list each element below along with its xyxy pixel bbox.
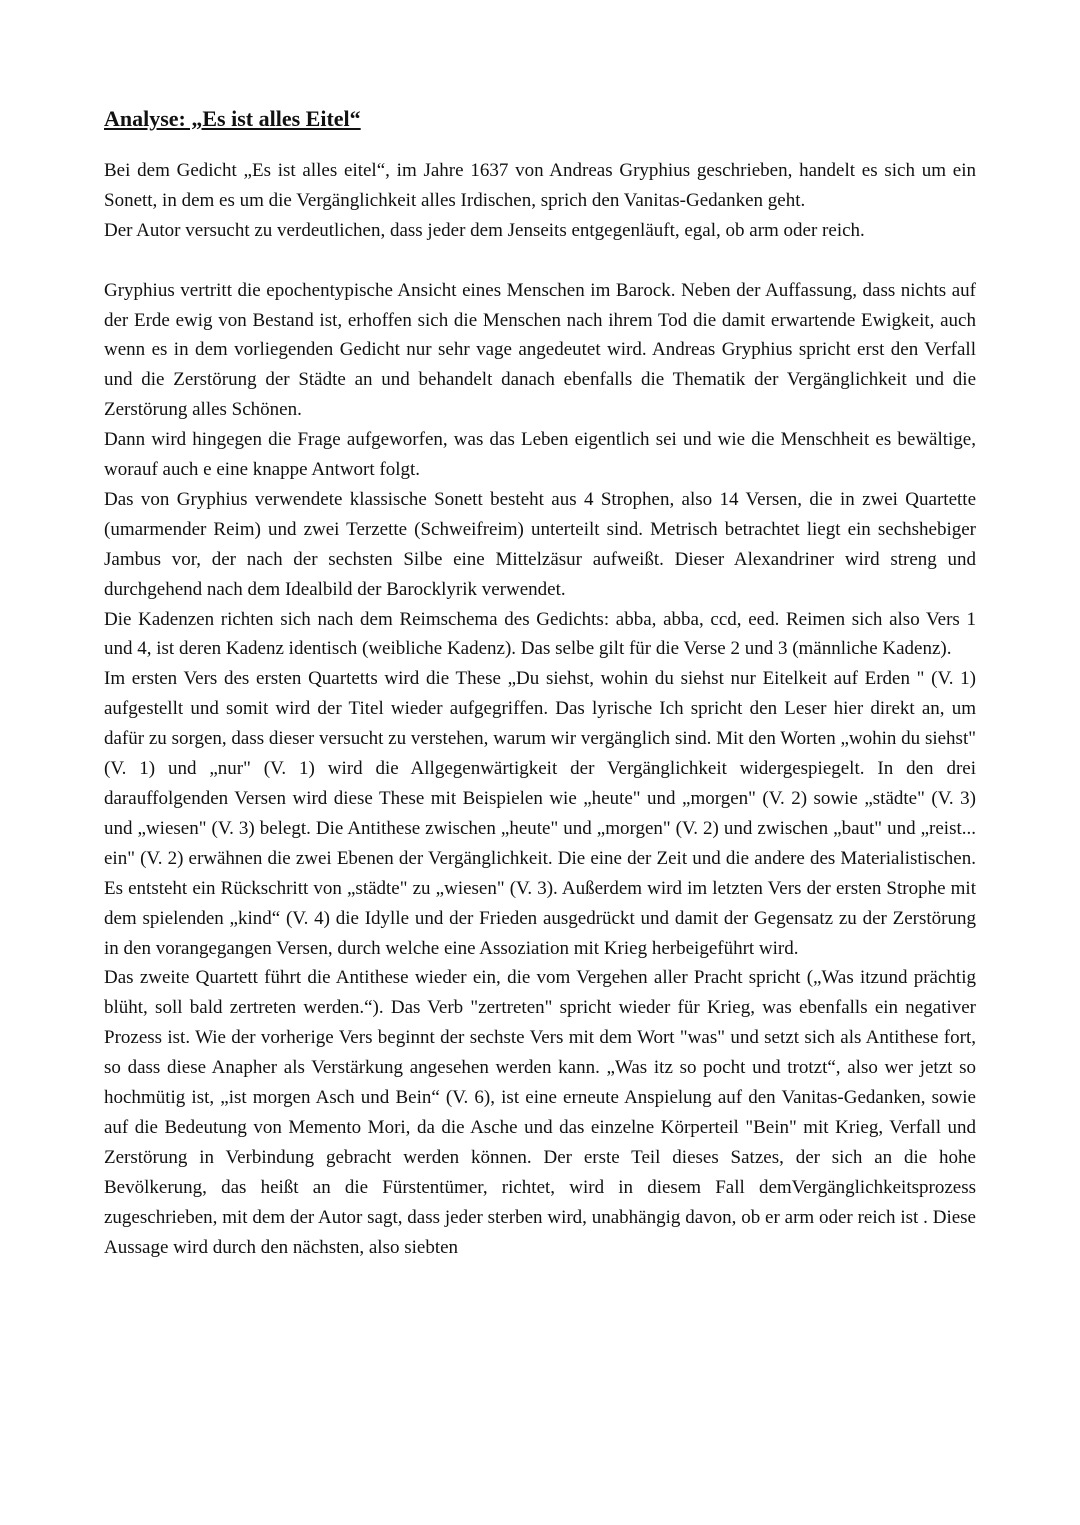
paragraph-epoch: Gryphius vertritt die epochentypische Ansicht eines Menschen im Barock. Neben der Auffassung, dass nichts auf der Erde ewig von Bestand ist, erhoffen sich die Menschen nach ihrem Tod die damit erwartende Ewigkeit, auch wenn es in dem vorliegenden Gedicht nur sehr vage angedeutet wird. Andreas Gryphius spricht erst den Verfall und die Zerstörung der Städte an und behandelt danach ebenfalls die Thematik der Vergänglichkeit und die Zerstörung alles Schönen.	[104, 279, 976, 421]
paragraph-first-quartet: Im ersten Vers des ersten Quartetts wird die These „Du siehst, wohin du siehst nur Eitelkeit auf Erden " (V. 1) aufgestellt und somit wird der Titel wieder aufgegriffen. Das lyrische Ich spricht den Leser hier direkt an, um dafür zu sorgen, dass dieser versucht zu verstehen, warum wir vergänglich sind. Mit den Worten „wohin du siehst" (V. 1) und „nur" (V. 1) wird die Allgegenwärtigkeit der Vergänglichkeit widergespiegelt. In den drei darauffolgenden Versen wird diese These mit Beispielen wie „heute" und „morgen" (V. 2) sowie „städte" (V. 3) und „wiesen" (V. 3) belegt. Die Antithese zwischen „heute" und „morgen" (V. 2) und zwischen „baut" und „reist... ein" (V. 2) erwähnen die zwei Ebenen der Vergänglichkeit. Die eine der Zeit und die andere des Materialistischen. Es entsteht ein Rückschritt von „städte" zu „wiesen" (V. 3). Außerdem wird im letzten Vers der ersten Strophe mit dem spielenden „kind“ (V. 4) die Idylle und der Frieden ausgedrückt und damit der Gegensatz zu der Zerstörung in den vorangegangen Versen, durch welche eine Assoziation mit Krieg herbeigeführt wird.	[104, 668, 976, 959]
paragraph-question: Dann wird hingegen die Frage aufgeworfen, was das Leben eigentlich sei und wie die Menschheit es bewältige, worauf auch e eine knappe Antwort folgt.	[104, 429, 976, 481]
document-page	[104, 104, 976, 1263]
paragraph-intro: Bei dem Gedicht „Es ist alles eitel“, im Jahre 1637 von Andreas Gryphius geschrieben, handelt es sich um ein Sonett, in dem es um die Vergänglichkeit alles Irdischen, sprich den Vanitas-Gedanken geht.	[104, 160, 976, 211]
document-title: Analyse: „Es ist alles Eitel“	[104, 106, 361, 131]
paragraph-author-intent: Der Autor versucht zu verdeutlichen, dass jeder dem Jenseits entgegenläuft, egal, ob arm oder reich.	[104, 219, 865, 241]
document-body	[104, 156, 976, 1263]
paragraph-cadences: Die Kadenzen richten sich nach dem Reimschema des Gedichts: abba, abba, ccd, eed. Reimen sich also Vers 1 und 4, ist deren Kadenz identisch (weibliche Kadenz). Das selbe gilt für die Verse 2 und 3 (männliche Kadenz).	[104, 608, 976, 660]
paragraph-second-quartet: Das zweite Quartett führt die Antithese wieder ein, die vom Vergehen aller Pracht spricht („Was itzund prächtig blüht, soll bald zertreten werden.“). Das Verb "zertreten" spricht wieder für Krieg, was ebenfalls ein negativer Prozess ist. Wie der vorherige Vers beginnt der sechste Vers mit dem Wort "was" und setzt sich als Antithese fort, so dass diese Anapher als Verstärkung angesehen werden kann. „Was itz so pocht und trotzt“, also wer jetzt so hochmütig ist, „ist morgen Asch und Bein“ (V. 6), ist eine erneute Anspielung auf den Vanitas-Gedanken, sowie auf die Bedeutung von Memento Mori, da die Asche und das einzelne Körperteil "Bein" mit Krieg, Verfall und Zerstörung in Verbindung gebracht werden können. Der erste Teil dieses Satzes, der sich an die hohe Bevölkerung, das heißt an die Fürstentümer, richtet, wird in diesem Fall demVergänglichkeitsprozess zugeschrieben, mit dem der Autor sagt, dass jeder sterben wird, unabhängig davon, ob er arm oder reich ist . Diese Aussage wird durch den nächsten, also siebten	[104, 967, 976, 1258]
paragraph-spacer	[104, 246, 976, 276]
paragraph-sonnet-form: Das von Gryphius verwendete klassische Sonett besteht aus 4 Strophen, also 14 Versen, die in zwei Quartette (umarmender Reim) und zwei Terzette (Schweifreim) unterteilt sind. Metrisch betrachtet liegt ein sechshebiger Jambus vor, der nach der sechsten Silbe eine Mittelzäsur aufweißt. Dieser Alexandriner wird streng und durchgehend nach dem Idealbild der Barocklyrik verwendet.	[104, 488, 976, 600]
